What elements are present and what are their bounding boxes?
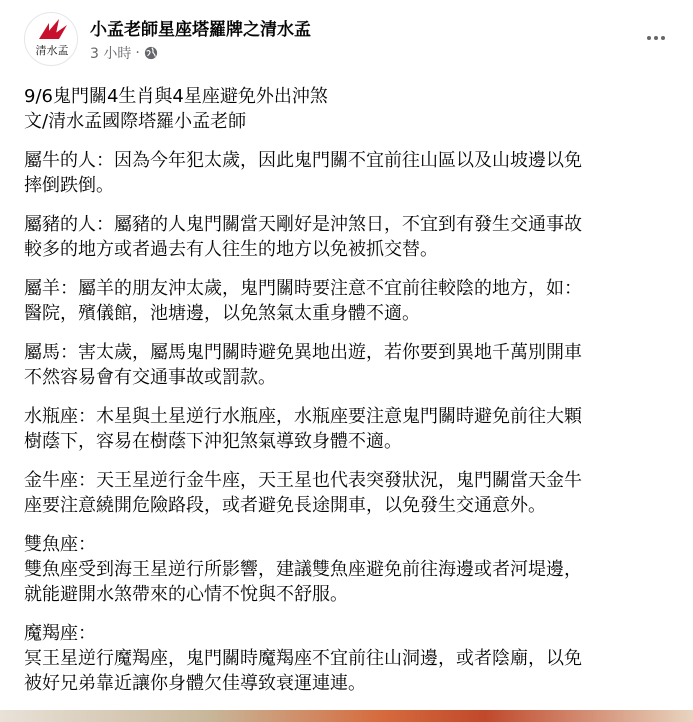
paragraph-aquarius <box>24 404 674 454</box>
paragraph-capricorn <box>24 621 674 696</box>
avatar[interactable] <box>24 12 78 66</box>
text-line: 較多的地方或者過去有人往生的地方以免被抓交替。 <box>24 239 438 260</box>
paragraph-pig <box>24 212 674 262</box>
text-line: 雙魚座受到海王星逆行所影響，建議雙魚座避免前往海邊或者河堤邊， <box>24 559 582 580</box>
paragraph-pisces <box>24 532 674 607</box>
meta-separator: · <box>135 45 140 61</box>
text-line: 被好兄弟靠近讓你身體欠佳導致衰運連連。 <box>24 673 366 694</box>
title-line: 文/清水孟國際塔羅小孟老師 <box>24 111 247 132</box>
text-line: 醫院，殯儀館，池塘邊，以免煞氣太重身體不適。 <box>24 303 420 324</box>
post-header <box>24 12 674 66</box>
paragraph-ox <box>24 148 674 198</box>
logo-icon <box>25 13 78 66</box>
text-line: 樹蔭下，容易在樹蔭下沖犯煞氣導致身體不適。 <box>24 431 402 452</box>
attached-image-edge[interactable] <box>0 710 693 722</box>
text-line: 屬牛的人：因為今年犯太歲，因此鬼門關不宜前往山區以及山坡邊以免 <box>24 150 582 171</box>
text-line: 座要注意繞開危險路段，或者避免長途開車，以免發生交通意外。 <box>24 495 546 516</box>
text-line: 魔羯座： <box>24 623 96 644</box>
text-line: 就能避開水煞帶來的心情不悅與不舒服。 <box>24 584 348 605</box>
paragraph-goat <box>24 276 674 326</box>
text-line: 屬羊：屬羊的朋友沖太歲，鬼門關時要注意不宜前往較陰的地方，如： <box>24 278 582 299</box>
text-line: 水瓶座：木星與土星逆行水瓶座，水瓶座要注意鬼門關時避免前往大顆 <box>24 406 582 427</box>
post-body <box>24 84 674 696</box>
text-line: 金牛座：天王星逆行金牛座，天王星也代表突發狀況，鬼門關當天金牛 <box>24 470 582 491</box>
title-line: 9/6鬼門關4生肖與4星座避免外出沖煞 <box>24 86 328 107</box>
text-line: 不然容易會有交通事故或罰款。 <box>24 367 276 388</box>
text-line: 摔倒跌倒。 <box>24 175 114 196</box>
author-name[interactable]: 小孟老師星座塔羅牌之清水孟 <box>90 20 311 40</box>
text-line: 屬馬：害太歲，屬馬鬼門關時避免異地出遊，若你要到異地千萬別開車 <box>24 342 582 363</box>
post-meta <box>90 43 158 63</box>
avatar-text: 清水孟 <box>35 44 69 57</box>
paragraph-horse <box>24 340 674 390</box>
text-line: 屬豬的人：屬豬的人鬼門關當天剛好是沖煞日，不宜到有發生交通事故 <box>24 214 582 235</box>
post-time[interactable]: 3 小時 <box>90 46 132 62</box>
more-options-icon[interactable] <box>638 20 674 56</box>
globe-icon[interactable] <box>144 46 158 60</box>
text-line: 雙魚座： <box>24 534 96 555</box>
post-title <box>24 84 674 134</box>
text-line: 冥王星逆行魔羯座，鬼門關時魔羯座不宜前往山洞邊，或者陰廟，以免 <box>24 648 582 669</box>
paragraph-taurus <box>24 468 674 518</box>
